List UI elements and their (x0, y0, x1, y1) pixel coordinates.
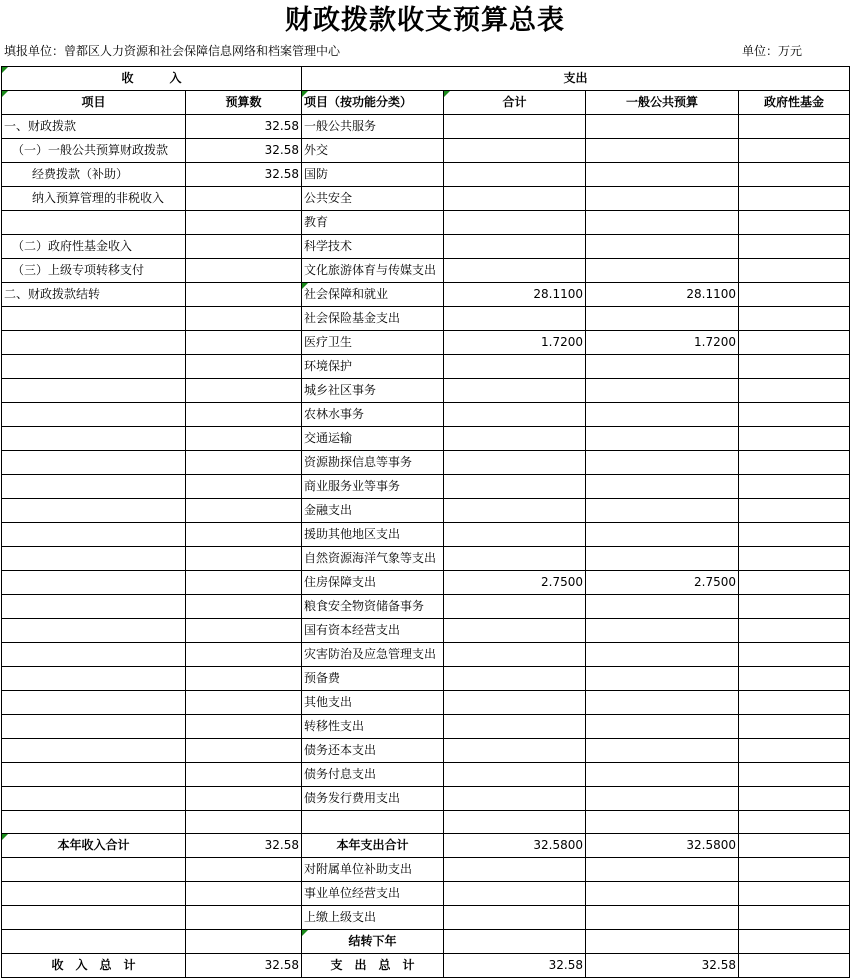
table-row (2, 403, 850, 427)
table-row (2, 619, 850, 643)
total-cell (444, 163, 586, 187)
total-cell (444, 499, 586, 523)
income-amount-cell (186, 283, 302, 307)
general-budget-cell (586, 643, 739, 667)
total-cell (444, 811, 586, 834)
gov-fund-cell (739, 547, 850, 571)
income-item-cell (2, 811, 186, 834)
total-cell (444, 427, 586, 451)
item-header: 项目 (2, 91, 186, 115)
income-amount-cell (186, 882, 302, 906)
gov-fund-cell (739, 307, 850, 331)
general-budget-cell (586, 475, 739, 499)
general-budget-cell (586, 811, 739, 834)
income-item-cell (2, 930, 186, 954)
income-amount-cell (186, 930, 302, 954)
expense-item-cell: 上缴上级支出 (302, 906, 444, 930)
gov-fund-cell (739, 906, 850, 930)
table-row (2, 163, 850, 187)
general-budget-cell: 1.7200 (586, 331, 739, 355)
income-item-cell (2, 667, 186, 691)
total-cell (444, 523, 586, 547)
table-row (2, 187, 850, 211)
income-amount-cell (186, 211, 302, 235)
table-row (2, 954, 850, 978)
expense-item-cell: 环境保护 (302, 355, 444, 379)
income-item-cell (2, 715, 186, 739)
income-amount-cell (186, 235, 302, 259)
expense-item-cell: 自然资源海洋气象等支出 (302, 547, 444, 571)
general-budget-cell (586, 499, 739, 523)
gov-fund-cell (739, 571, 850, 595)
general-budget-cell: 28.1100 (586, 283, 739, 307)
table-row (2, 643, 850, 667)
table-row (2, 571, 850, 595)
income-item-cell (2, 906, 186, 930)
gov-fund-cell (739, 211, 850, 235)
income-amount-cell (186, 595, 302, 619)
expense-item-cell: 社会保险基金支出 (302, 307, 444, 331)
expense-item-cell: 预备费 (302, 667, 444, 691)
table-row (2, 499, 850, 523)
table-row (2, 331, 850, 355)
gov-fund-cell (739, 834, 850, 858)
gov-fund-header: 政府性基金 (739, 91, 850, 115)
expense-item-cell: 国防 (302, 163, 444, 187)
income-item-cell (2, 763, 186, 787)
income-item-cell (2, 307, 186, 331)
gov-fund-cell (739, 523, 850, 547)
total-cell (444, 475, 586, 499)
general-budget-cell (586, 595, 739, 619)
header-row-1 (2, 67, 850, 91)
total-cell (444, 235, 586, 259)
income-item-cell (2, 643, 186, 667)
table-row (2, 667, 850, 691)
income-amount-cell: 32.58 (186, 163, 302, 187)
income-amount-cell (186, 475, 302, 499)
income-amount-cell (186, 643, 302, 667)
general-budget-header: 一般公共预算 (586, 91, 739, 115)
table-row (2, 763, 850, 787)
total-cell (444, 691, 586, 715)
income-item-cell (2, 619, 186, 643)
income-item-cell (2, 858, 186, 882)
total-cell (444, 115, 586, 139)
gov-fund-cell (739, 451, 850, 475)
table-row (2, 547, 850, 571)
gov-fund-cell (739, 619, 850, 643)
table-row (2, 211, 850, 235)
expense-item-cell: 公共安全 (302, 187, 444, 211)
table-row (2, 379, 850, 403)
gov-fund-cell (739, 595, 850, 619)
income-item-cell: （一）一般公共预算财政拨款 (2, 139, 186, 163)
expense-item-cell: 结转下年 (302, 930, 444, 954)
total-cell (444, 667, 586, 691)
income-item-cell (2, 355, 186, 379)
expense-item-cell: 住房保障支出 (302, 571, 444, 595)
gov-fund-cell (739, 163, 850, 187)
general-budget-cell (586, 619, 739, 643)
general-budget-cell (586, 403, 739, 427)
total-cell: 32.58 (444, 954, 586, 978)
total-cell (444, 139, 586, 163)
gov-fund-cell (739, 715, 850, 739)
total-cell: 32.5800 (444, 834, 586, 858)
expense-item-cell: 交通运输 (302, 427, 444, 451)
total-cell (444, 187, 586, 211)
gov-fund-cell (739, 475, 850, 499)
income-amount-cell (186, 763, 302, 787)
expense-item-cell: 援助其他地区支出 (302, 523, 444, 547)
general-budget-cell (586, 451, 739, 475)
budget-amount-header: 预算数 (186, 91, 302, 115)
budget-table (1, 66, 850, 978)
page-title: 财政拨款收支预算总表 (285, 5, 565, 36)
gov-fund-cell (739, 667, 850, 691)
gov-fund-cell (739, 643, 850, 667)
income-amount-cell (186, 427, 302, 451)
table-row (2, 475, 850, 499)
table-row (2, 930, 850, 954)
expense-item-cell: 支 出 总 计 (302, 954, 444, 978)
income-amount-cell (186, 259, 302, 283)
expense-item-cell: 农林水事务 (302, 403, 444, 427)
gov-fund-cell (739, 787, 850, 811)
total-cell: 2.7500 (444, 571, 586, 595)
income-item-cell: 本年收入合计 (2, 834, 186, 858)
general-budget-cell (586, 739, 739, 763)
income-amount-cell: 32.58 (186, 954, 302, 978)
table-row (2, 882, 850, 906)
total-cell (444, 858, 586, 882)
income-item-cell: 经费拨款（补助） (2, 163, 186, 187)
gov-fund-cell (739, 139, 850, 163)
expense-item-cell: 一般公共服务 (302, 115, 444, 139)
income-item-cell (2, 403, 186, 427)
gov-fund-cell (739, 115, 850, 139)
expense-item-cell: 灾害防治及应急管理支出 (302, 643, 444, 667)
income-item-cell (2, 523, 186, 547)
unit-label: 单位：万元 (742, 44, 803, 58)
general-budget-cell (586, 187, 739, 211)
expense-item-cell: 国有资本经营支出 (302, 619, 444, 643)
total-cell (444, 882, 586, 906)
income-amount-cell (186, 355, 302, 379)
total-cell (444, 787, 586, 811)
total-header: 合计 (444, 91, 586, 115)
income-item-cell (2, 739, 186, 763)
header-row-2 (2, 91, 850, 115)
general-budget-cell (586, 163, 739, 187)
gov-fund-cell (739, 379, 850, 403)
table-row (2, 307, 850, 331)
income-item-cell (2, 691, 186, 715)
total-cell (444, 307, 586, 331)
expense-item-cell: 转移性支出 (302, 715, 444, 739)
income-item-cell: 一、财政拨款 (2, 115, 186, 139)
filler-unit: 填报单位：曾都区人力资源和社会保障信息网络和档案管理中心 (4, 44, 341, 58)
total-cell: 1.7200 (444, 331, 586, 355)
table-row (2, 739, 850, 763)
func-item-header: 项目（按功能分类） (302, 91, 444, 115)
table-row (2, 451, 850, 475)
general-budget-cell (586, 307, 739, 331)
income-amount-cell (186, 499, 302, 523)
income-item-cell (2, 451, 186, 475)
total-cell (444, 595, 586, 619)
gov-fund-cell (739, 235, 850, 259)
total-cell (444, 763, 586, 787)
income-amount-cell (186, 523, 302, 547)
expense-item-cell: 科学技术 (302, 235, 444, 259)
total-cell (444, 379, 586, 403)
total-cell (444, 451, 586, 475)
table-row (2, 139, 850, 163)
table-row (2, 523, 850, 547)
income-amount-cell (186, 715, 302, 739)
table-row (2, 427, 850, 451)
general-budget-cell (586, 139, 739, 163)
general-budget-cell (586, 259, 739, 283)
gov-fund-cell (739, 739, 850, 763)
income-amount-cell (186, 811, 302, 834)
income-amount-cell (186, 667, 302, 691)
income-item-cell (2, 882, 186, 906)
income-item-cell (2, 595, 186, 619)
expense-header: 支出 (302, 67, 850, 91)
expense-item-cell: 金融支出 (302, 499, 444, 523)
general-budget-cell (586, 691, 739, 715)
income-amount-cell (186, 906, 302, 930)
income-item-cell (2, 547, 186, 571)
general-budget-cell (586, 523, 739, 547)
income-item-cell (2, 331, 186, 355)
income-amount-cell (186, 787, 302, 811)
expense-item-cell: 债务还本支出 (302, 739, 444, 763)
gov-fund-cell (739, 259, 850, 283)
expense-item-cell: 商业服务业等事务 (302, 475, 444, 499)
expense-item-cell: 对附属单位补助支出 (302, 858, 444, 882)
expense-item-cell: 社会保障和就业 (302, 283, 444, 307)
total-cell (444, 547, 586, 571)
general-budget-cell (586, 355, 739, 379)
table-row (2, 115, 850, 139)
income-item-cell (2, 379, 186, 403)
gov-fund-cell (739, 858, 850, 882)
table-row (2, 858, 850, 882)
expense-item-cell: 资源勘探信息等事务 (302, 451, 444, 475)
table-row (2, 715, 850, 739)
income-amount-cell: 32.58 (186, 115, 302, 139)
total-cell (444, 355, 586, 379)
table-row (2, 355, 850, 379)
income-item-cell: （二）政府性基金收入 (2, 235, 186, 259)
gov-fund-cell (739, 283, 850, 307)
income-amount-cell (186, 858, 302, 882)
income-amount-cell: 32.58 (186, 834, 302, 858)
total-cell (444, 715, 586, 739)
table-row (2, 235, 850, 259)
income-amount-cell: 32.58 (186, 139, 302, 163)
general-budget-cell: 32.5800 (586, 834, 739, 858)
total-cell (444, 906, 586, 930)
income-amount-cell (186, 403, 302, 427)
income-header: 收 入 (2, 67, 302, 91)
income-amount-cell (186, 331, 302, 355)
income-item-cell: 纳入预算管理的非税收入 (2, 187, 186, 211)
table-row (2, 691, 850, 715)
table-row (2, 283, 850, 307)
income-amount-cell (186, 187, 302, 211)
gov-fund-cell (739, 499, 850, 523)
income-amount-cell (186, 571, 302, 595)
general-budget-cell (586, 547, 739, 571)
general-budget-cell (586, 427, 739, 451)
general-budget-cell (586, 379, 739, 403)
income-item-cell (2, 475, 186, 499)
gov-fund-cell (739, 355, 850, 379)
general-budget-cell (586, 667, 739, 691)
income-amount-cell (186, 451, 302, 475)
general-budget-cell (586, 882, 739, 906)
general-budget-cell (586, 787, 739, 811)
expense-item-cell: 债务发行费用支出 (302, 787, 444, 811)
expense-item-cell: 粮食安全物资储备事务 (302, 595, 444, 619)
table-row (2, 834, 850, 858)
table-row (2, 811, 850, 834)
gov-fund-cell (739, 882, 850, 906)
income-item-cell: （三）上级专项转移支付 (2, 259, 186, 283)
table-row (2, 595, 850, 619)
income-amount-cell (186, 691, 302, 715)
general-budget-cell (586, 763, 739, 787)
income-item-cell (2, 427, 186, 451)
income-item-cell (2, 499, 186, 523)
expense-item-cell: 其他支出 (302, 691, 444, 715)
expense-item-cell: 外交 (302, 139, 444, 163)
gov-fund-cell (739, 691, 850, 715)
total-cell (444, 211, 586, 235)
expense-item-cell: 事业单位经营支出 (302, 882, 444, 906)
gov-fund-cell (739, 187, 850, 211)
expense-item-cell (302, 811, 444, 834)
income-amount-cell (186, 619, 302, 643)
general-budget-cell (586, 715, 739, 739)
table-row (2, 787, 850, 811)
general-budget-cell (586, 115, 739, 139)
gov-fund-cell (739, 763, 850, 787)
total-cell (444, 739, 586, 763)
general-budget-cell (586, 235, 739, 259)
income-item-cell (2, 211, 186, 235)
income-item-cell (2, 787, 186, 811)
income-amount-cell (186, 379, 302, 403)
general-budget-cell: 2.7500 (586, 571, 739, 595)
gov-fund-cell (739, 954, 850, 978)
total-cell (444, 259, 586, 283)
expense-item-cell: 教育 (302, 211, 444, 235)
total-cell: 28.1100 (444, 283, 586, 307)
gov-fund-cell (739, 427, 850, 451)
total-cell (444, 403, 586, 427)
expense-item-cell: 债务付息支出 (302, 763, 444, 787)
total-cell (444, 643, 586, 667)
table-row (2, 259, 850, 283)
income-amount-cell (186, 547, 302, 571)
expense-item-cell: 医疗卫生 (302, 331, 444, 355)
income-amount-cell (186, 307, 302, 331)
general-budget-cell (586, 858, 739, 882)
gov-fund-cell (739, 331, 850, 355)
income-amount-cell (186, 739, 302, 763)
expense-item-cell: 文化旅游体育与传媒支出 (302, 259, 444, 283)
general-budget-cell (586, 211, 739, 235)
gov-fund-cell (739, 811, 850, 834)
total-cell (444, 930, 586, 954)
general-budget-cell: 32.58 (586, 954, 739, 978)
income-item-cell: 二、财政拨款结转 (2, 283, 186, 307)
expense-item-cell: 本年支出合计 (302, 834, 444, 858)
gov-fund-cell (739, 930, 850, 954)
general-budget-cell (586, 930, 739, 954)
income-item-cell: 收 入 总 计 (2, 954, 186, 978)
total-cell (444, 619, 586, 643)
expense-item-cell: 城乡社区事务 (302, 379, 444, 403)
income-item-cell (2, 571, 186, 595)
table-row (2, 906, 850, 930)
gov-fund-cell (739, 403, 850, 427)
general-budget-cell (586, 906, 739, 930)
